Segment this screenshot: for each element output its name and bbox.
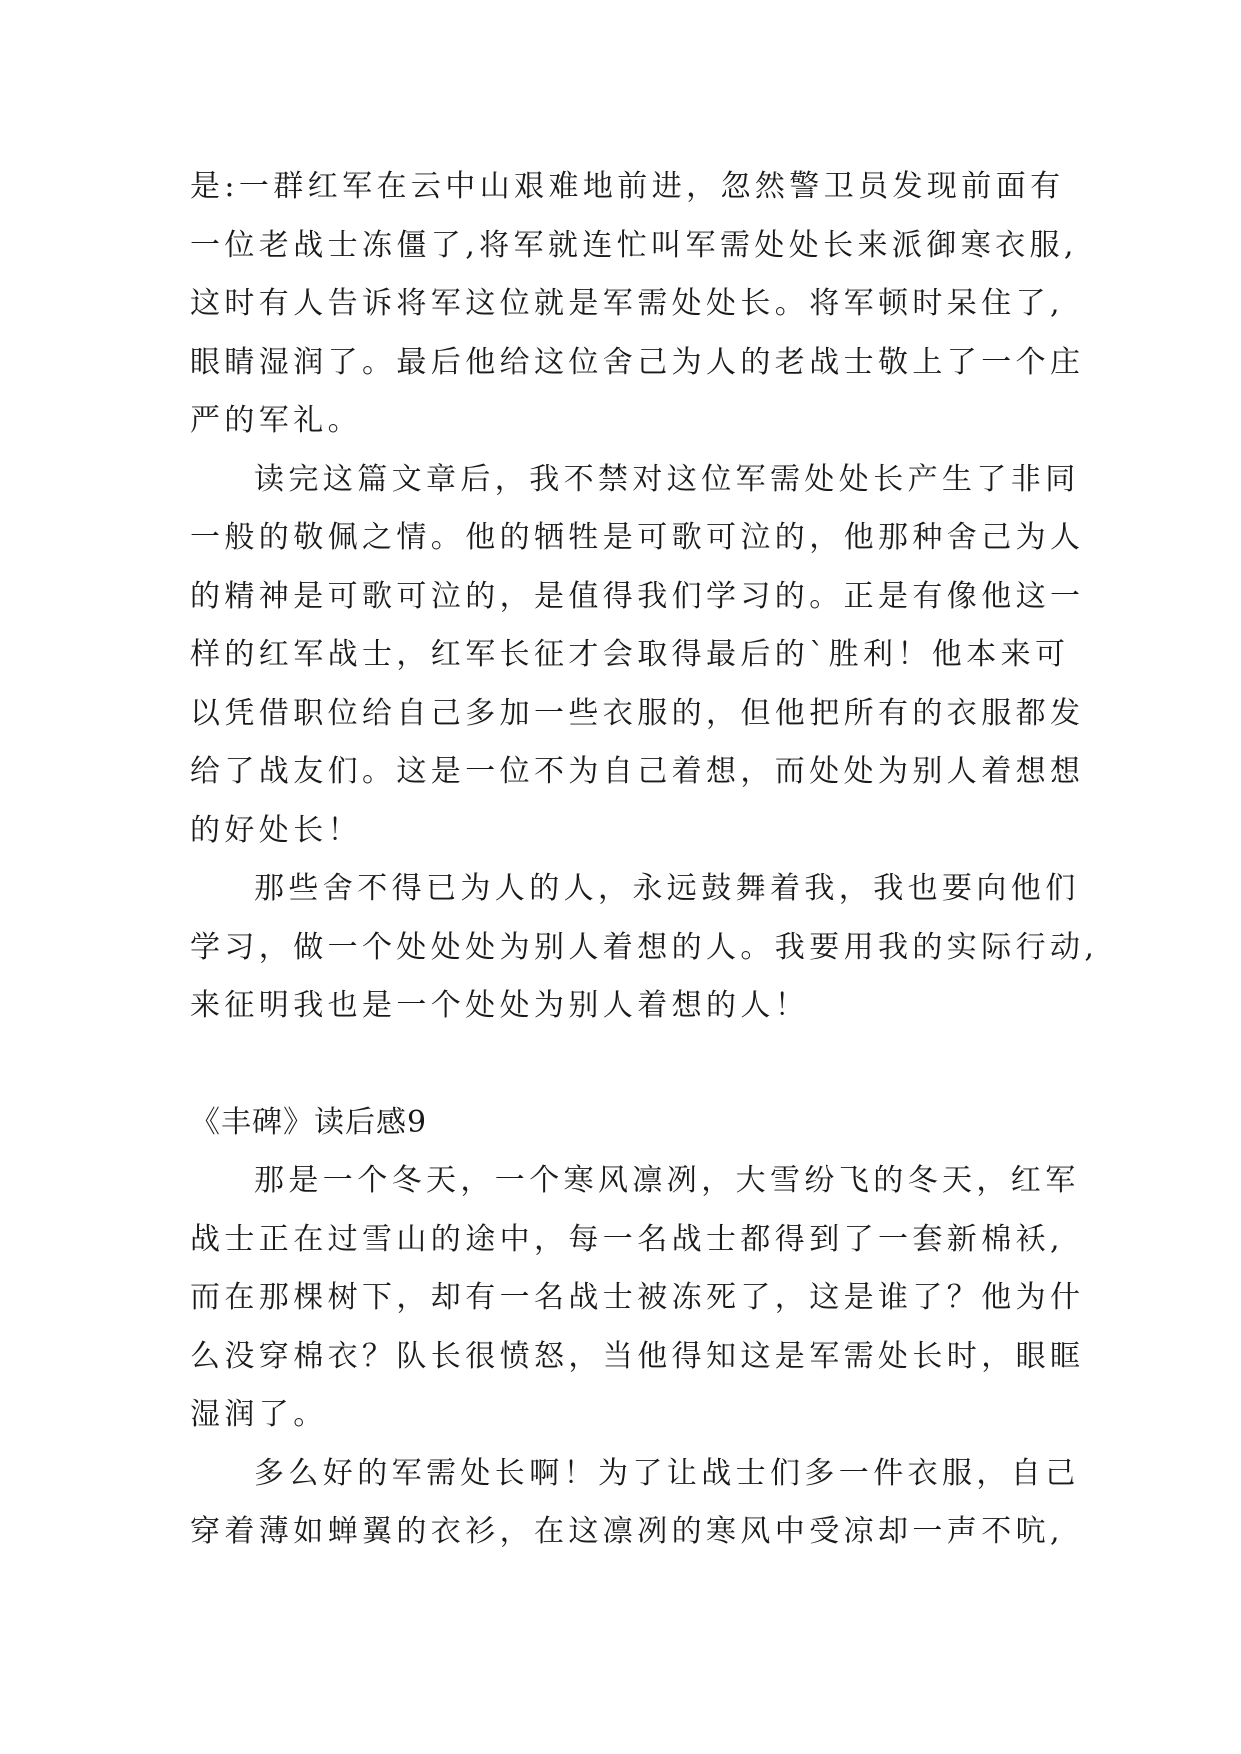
text-line: 那是一个冬天，一个寒风凛冽，大雪纷飞的冬天，红军	[254, 1163, 1080, 1198]
text-line: 穿着薄如蝉翼的衣衫，在这凛冽的寒风中受凉却一声不吭,	[190, 1514, 1064, 1549]
text-line: 来征明我也是一个处处为别人着想的人！	[190, 988, 810, 1023]
document-body	[190, 158, 1099, 1562]
section-title: 《丰碑》读后感9	[190, 1104, 428, 1140]
text-line: 这时有人告诉将军这位就是军需处处长。将军顿时呆住了,	[190, 286, 1064, 321]
text-line: 多么好的军需处长啊！为了让战士们多一件衣服，自己	[254, 1455, 1080, 1491]
text-line: 而在那棵树下，却有一名战士被冻死了，这是谁了？他为什	[190, 1280, 1085, 1315]
text-line: 严的军礼。	[190, 403, 362, 438]
text-line: 给了战友们。这是一位不为自己着想，而处处为别人着想想	[190, 754, 1085, 789]
text-line: 湿润了。	[190, 1397, 328, 1432]
text-line: 眼睛湿润了。最后他给这位舍己为人的老战士敬上了一个庄	[190, 344, 1085, 380]
text-line: 的精神是可歌可泣的，是值得我们学习的。正是有像他这一	[190, 578, 1085, 614]
text-line: 读完这篇文章后，我不禁对这位军需处处长产生了非同	[254, 461, 1080, 497]
paragraph-5	[190, 1445, 1090, 1562]
text-line: 是:一群红军在云中山艰难地前进，忽然警卫员发现前面有	[190, 169, 1065, 204]
text-line: 样的红军战士，红军长征才会取得最后的`胜利！他本来可	[190, 637, 1070, 672]
text-line: 的好处长！	[190, 812, 362, 848]
paragraph-2	[190, 451, 1090, 861]
paragraph-1	[190, 158, 1090, 451]
text-line: 学习，做一个处处处为别人着想的人。我要用我的实际行动,	[190, 929, 1099, 965]
text-line: 一位老战士冻僵了,将军就连忙叫军需处处长来派御寒衣服,	[190, 227, 1078, 263]
text-line: 一般的敬佩之情。他的牺牲是可歌可泣的，他那种舍己为人	[190, 520, 1085, 555]
section-gap	[190, 1036, 1090, 1094]
text-line: 那些舍不得已为人的人，永远鼓舞着我，我也要向他们	[254, 871, 1080, 906]
text-line: 么没穿棉衣？队长很愤怒，当他得知这是军需处长时，眼眶	[190, 1338, 1085, 1374]
paragraph-3	[190, 860, 1099, 1036]
text-line: 战士正在过雪山的途中，每一名战士都得到了一套新棉袄,	[190, 1221, 1064, 1257]
text-line: 以凭借职位给自己多加一些衣服的，但他把所有的衣服都发	[190, 695, 1085, 731]
paragraph-4	[190, 1152, 1090, 1445]
